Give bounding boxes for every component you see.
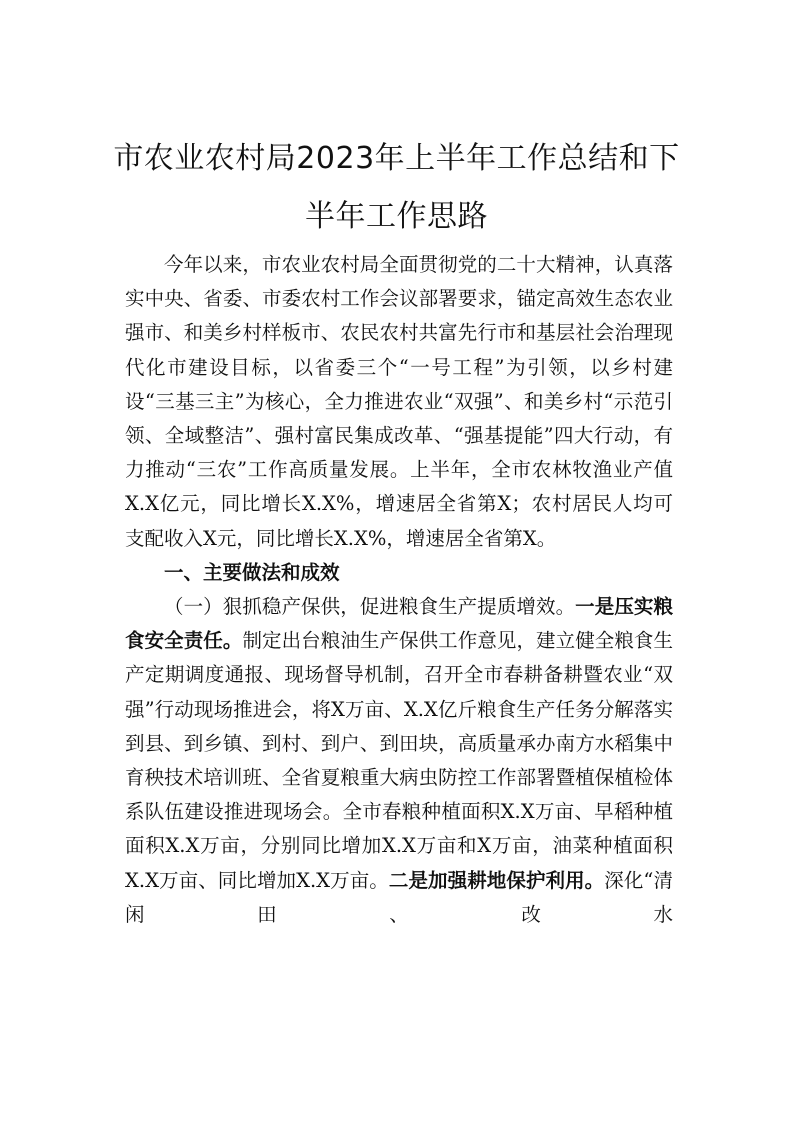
- paragraph-grain-production: [125, 590, 673, 932]
- section-heading-1: 一、主要做法和成效: [164, 560, 340, 584]
- point-2-text: 深化“清闲田、改水: [125, 868, 673, 926]
- title-line-1: 市农业农村局2023年上半年工作总结和下: [113, 141, 680, 176]
- point-1-title: 一是压实粮食安全责任。: [125, 595, 673, 653]
- intro-paragraph: 今年以来，市农业农村局全面贯彻党的二十大精神，认真落实中央、省委、市委农村工作会议部署要求，锚定高效生态农业强市、和美乡村样板市、农民农村共富先行市和基层社会治理现代化市建设目标，以省委三个“一号工程”为引领，以乡村建设“三基三主”为核心，全力推进农业“双强”、和美乡村“示范引领、全域整洁”、强村富民集成改革、“强基提能”四大行动，有力推动“三农”工作高质量发展。上半年，全市农林牧渔业产值X.X亿元，同比增长X.X%，增速居全省第X；农村居民人均可支配收入X元，同比增长X.X%，增速居全省第X。: [125, 253, 673, 550]
- document-title: [110, 130, 683, 246]
- document-body: [125, 248, 673, 932]
- sub-heading-1: （一）狠抓稳产保供，促进粮食生产提质增效。: [164, 595, 576, 619]
- title-line-2: 半年工作思路: [305, 199, 488, 234]
- point-2-title: 二是加强耕地保护利用。: [388, 868, 605, 892]
- point-1-text: 制定出台粮油生产保供工作意见，建立健全粮食生产定期调度通报、现场督导机制，召开全市春耕备耕暨农业“双强”行动现场推进会，将X万亩、X.X亿斤粮食生产任务分解落实到县、到乡镇、到村、到户、到田块，高质量承办南方水稻集中育秧技术培训班、全省夏粮重大病虫防控工作部署暨植保植检体系队伍建设推进现场会。全市春粮种植面积X.X万亩、早稻种植面积X.X万亩，分别同比增加X.X万亩和X万亩，油菜种植面积X.X万亩、同比增加X.X万亩。: [125, 629, 673, 892]
